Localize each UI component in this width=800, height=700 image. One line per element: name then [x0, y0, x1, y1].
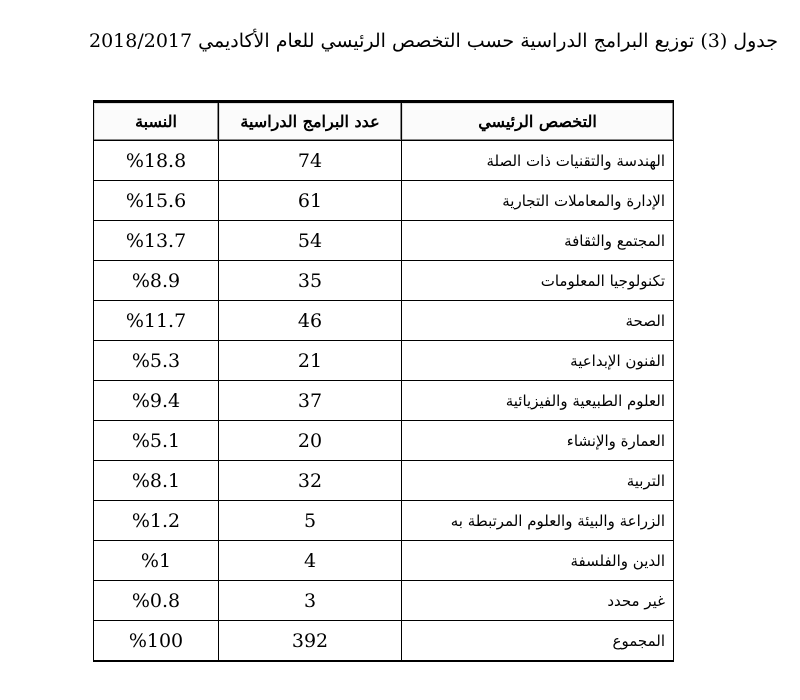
percentage-cell: %8.1 [94, 461, 219, 501]
table-row [94, 581, 674, 621]
count-cell: 54 [219, 221, 402, 261]
header-percentage: النسبة [94, 102, 219, 141]
count-cell: 74 [219, 141, 402, 181]
major-cell: العلوم الطبيعية والفيزيائية [402, 381, 674, 421]
table-row [94, 421, 674, 461]
header-count: عدد البرامج الدراسية [219, 102, 402, 141]
count-cell: 32 [219, 461, 402, 501]
major-cell: الإدارة والمعاملات التجارية [402, 181, 674, 221]
table-row [94, 341, 674, 381]
table-row [94, 261, 674, 301]
percentage-cell: %8.9 [94, 261, 219, 301]
distribution-table-container [93, 100, 671, 662]
major-cell: الصحة [402, 301, 674, 341]
major-cell: تكنولوجيا المعلومات [402, 261, 674, 301]
percentage-cell: %0.8 [94, 581, 219, 621]
header-major: التخصص الرئيسي [402, 102, 674, 141]
count-cell: 61 [219, 181, 402, 221]
percentage-cell: %18.8 [94, 141, 219, 181]
table-header-row [94, 102, 674, 141]
major-cell: المجتمع والثقافة [402, 221, 674, 261]
table-row [94, 501, 674, 541]
distribution-table [93, 100, 674, 662]
count-cell: 37 [219, 381, 402, 421]
major-cell: التربية [402, 461, 674, 501]
total-row [94, 621, 674, 662]
count-cell: 5 [219, 501, 402, 541]
major-cell: الفنون الإبداعية [402, 341, 674, 381]
major-cell: المجموع [402, 621, 674, 662]
table-body [94, 141, 674, 662]
percentage-cell: %15.6 [94, 181, 219, 221]
count-cell: 3 [219, 581, 402, 621]
percentage-cell: %1.2 [94, 501, 219, 541]
count-cell: 35 [219, 261, 402, 301]
percentage-cell: %5.3 [94, 341, 219, 381]
major-cell: العمارة والإنشاء [402, 421, 674, 461]
count-cell: 4 [219, 541, 402, 581]
major-cell: الدين والفلسفة [402, 541, 674, 581]
major-cell: الهندسة والتقنيات ذات الصلة [402, 141, 674, 181]
percentage-cell: %13.7 [94, 221, 219, 261]
count-cell: 392 [219, 621, 402, 662]
table-caption: جدول (3) توزيع البرامج الدراسية حسب التخصص الرئيسي للعام الأكاديمي 2018/2017 [89, 30, 778, 52]
table-row [94, 461, 674, 501]
count-cell: 21 [219, 341, 402, 381]
percentage-cell: %9.4 [94, 381, 219, 421]
table-row [94, 381, 674, 421]
table-row [94, 181, 674, 221]
count-cell: 20 [219, 421, 402, 461]
percentage-cell: %1 [94, 541, 219, 581]
major-cell: غير محدد [402, 581, 674, 621]
percentage-cell: %100 [94, 621, 219, 662]
table-row [94, 301, 674, 341]
percentage-cell: %11.7 [94, 301, 219, 341]
table-row [94, 221, 674, 261]
table-row [94, 141, 674, 181]
count-cell: 46 [219, 301, 402, 341]
table-row [94, 541, 674, 581]
percentage-cell: %5.1 [94, 421, 219, 461]
major-cell: الزراعة والبيئة والعلوم المرتبطة به [402, 501, 674, 541]
